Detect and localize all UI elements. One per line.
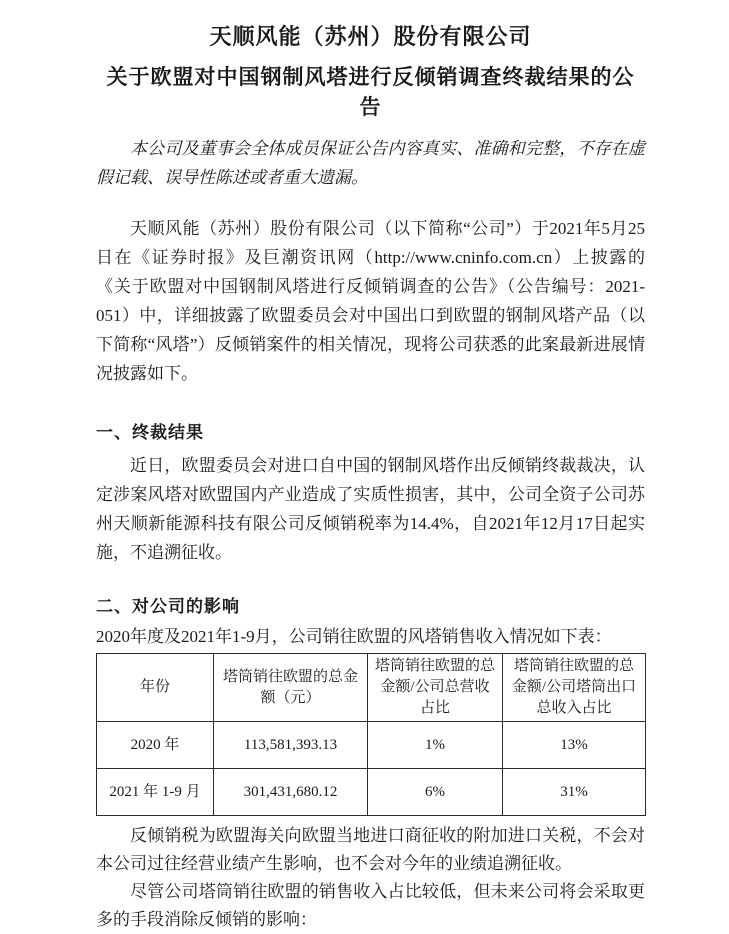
page-subtitle: 关于欧盟对中国钢制风塔进行反倾销调查终裁结果的公告 — [106, 65, 635, 119]
section-1-heading: 一、终裁结果 — [96, 423, 204, 442]
intro-paragraph: 天顺风能（苏州）股份有限公司（以下简称“公司”）于2021年5月25日在《证券时报》及巨潮资讯网（http://www.cninfo.com.cn）上披露的《关于欧盟对中国钢制风塔进行反倾销调查的公告》（公告编号：2021-051）中，详细披露了欧盟委员会对中国出口到欧盟的钢制风塔产品（以下简称“风塔”）反倾销案件的相关情况，现将公司获悉的此案最新进展情况披露如下。 — [96, 219, 645, 383]
cell-revenue-ratio: 1% — [368, 722, 503, 769]
header-export-ratio: 塔筒销往欧盟的总金额/公司塔筒出口总收入占比 — [503, 654, 646, 722]
board-pledge-paragraph: 本公司及董事会全体成员保证公告内容真实、准确和完整，不存在虚假记载、误导性陈述或者重大遗漏。 — [96, 139, 645, 187]
future-measures-paragraph: 尽管公司塔筒销往欧盟的销售收入占比较低，但未来公司将会采取更多的手段消除反倾销的影响： — [96, 882, 645, 929]
section-2-heading: 二、对公司的影响 — [96, 597, 240, 616]
table-row-2020 — [97, 722, 646, 769]
page-title: 天顺风能（苏州）股份有限公司 — [209, 24, 532, 49]
section-1-body-paragraph: 近日，欧盟委员会对进口自中国的钢制风塔作出反倾销终裁裁决，认定涉案风塔对欧盟国内产业造成了实质性损害，其中，公司全资子公司苏州天顺新能源科技有限公司反倾销税率为14.4%，自2021年12月17日起实施，不追溯征收。 — [96, 456, 645, 562]
cell-amount: 113,581,393.13 — [214, 722, 368, 769]
cell-year: 2021 年 1-9 月 — [97, 769, 214, 816]
cell-amount: 301,431,680.12 — [214, 769, 368, 816]
cell-export-ratio: 13% — [503, 722, 646, 769]
table-lead-paragraph: 2020年度及2021年1-9月，公司销往欧盟的风塔销售收入情况如下表： — [96, 627, 612, 646]
header-year: 年份 — [97, 654, 214, 722]
anti-dumping-tax-paragraph: 反倾销税为欧盟海关向欧盟当地进口商征收的附加进口关税，不会对本公司过往经营业绩产生影响，也不会对今年的业绩追溯征收。 — [96, 826, 645, 873]
table-header-row — [97, 654, 646, 722]
cell-revenue-ratio: 6% — [368, 769, 503, 816]
table-row-2021 — [97, 769, 646, 816]
cell-export-ratio: 31% — [503, 769, 646, 816]
header-revenue-ratio: 塔筒销往欧盟的总金额/公司总营收占比 — [368, 654, 503, 722]
cell-year: 2020 年 — [97, 722, 214, 769]
header-total-amount: 塔筒销往欧盟的总金额（元） — [214, 654, 368, 722]
eu-revenue-table — [96, 653, 646, 816]
